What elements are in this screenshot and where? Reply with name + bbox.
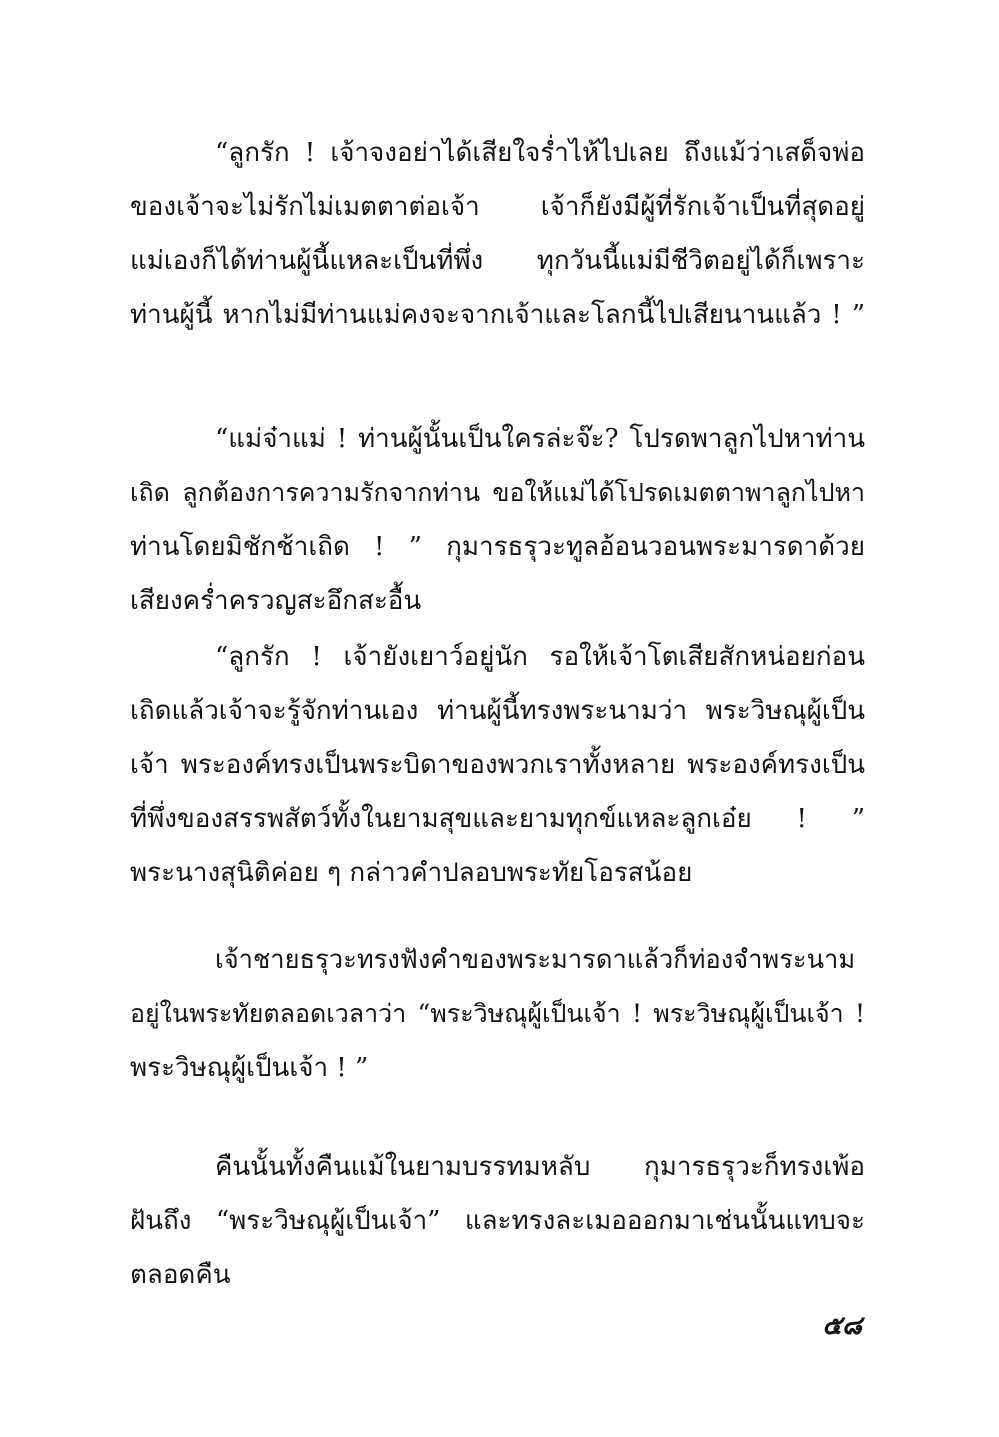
text-line: เจ้า พระองค์ทรงเป็นพระบิดาของพวกเราทั้งหลาย พระองค์ทรงเป็น bbox=[130, 750, 865, 780]
text-line: พระวิษณุผู้เป็นเจ้า ! ” bbox=[130, 1053, 369, 1083]
text-line: เจ้าชายธรุวะทรงฟังคำของพระมารดาแล้วก็ท่องจำพระนาม bbox=[215, 945, 856, 975]
text-line: เถิดแล้วเจ้าจะรู้จักท่านเอง ท่านผู้นี้ทรงพระนามว่า พระวิษณุผู้เป็น bbox=[130, 696, 865, 726]
text-line: อยู่ในพระทัยตลอดเวลาว่า “พระวิษณุผู้เป็นเจ้า ! พระวิษณุผู้เป็นเจ้า ! bbox=[130, 999, 865, 1028]
text-line: ตลอดคืน bbox=[130, 1260, 231, 1290]
text-line: เสียงคร่ำครวญสะอึกสะอื้น bbox=[130, 586, 422, 616]
page-number: ๕๘ bbox=[822, 1311, 862, 1341]
text-line: พระนางสุนิติค่อย ๆ กล่าวคำปลอบพระทัยโอรสน้อย bbox=[130, 858, 693, 888]
text-line: “แม่จ๋าแม่ ! ท่านผู้นั้นเป็นใครล่ะจ๊ะ? โปรดพาลูกไปหาท่าน bbox=[215, 424, 865, 454]
paragraph-2 bbox=[130, 412, 865, 628]
text-line: คืนนั้นทั้งคืนแม้ในยามบรรทมหลับ กุมารธรุวะก็ทรงเพ้อ bbox=[215, 1152, 865, 1182]
paragraph-1 bbox=[130, 126, 865, 342]
paragraph-5 bbox=[130, 1140, 865, 1302]
text-line: “ลูกรัก ! เจ้าจงอย่าได้เสียใจร่ำไห้ไปเลย ถึงแม้ว่าเสด็จพ่อ bbox=[215, 138, 865, 168]
paragraph-3 bbox=[130, 630, 865, 900]
text-line: ที่พึ่งของสรรพสัตว์ทั้งในยามสุขและยามทุกข์แหละลูกเอ๋ย ! ” bbox=[130, 804, 865, 834]
text-line: ท่านโดยมิชักช้าเถิด ! ” กุมารธรุวะทูลอ้อนวอนพระมารดาด้วย bbox=[130, 532, 865, 562]
text-line: เถิด ลูกต้องการความรักจากท่าน ขอให้แม่ได้โปรดเมตตาพาลูกไปหา bbox=[130, 478, 865, 507]
text-line: ฝันถึง “พระวิษณุผู้เป็นเจ้า” และทรงละเมอออกมาเช่นนั้นแทบจะ bbox=[130, 1206, 865, 1236]
text-line: ของเจ้าจะไม่รักไม่เมตตาต่อเจ้า เจ้าก็ยังมีผู้ที่รักเจ้าเป็นที่สุดอยู่ bbox=[130, 192, 865, 222]
text-line: ท่านผู้นี้ หากไม่มีท่านแม่คงจะจากเจ้าและโลกนี้ไปเสียนานแล้ว ! ” bbox=[130, 300, 865, 330]
text-line: แม่เองก็ได้ท่านผู้นี้แหละเป็นที่พึ่ง ทุกวันนี้แม่มีชีวิตอยู่ได้ก็เพราะ bbox=[130, 246, 865, 276]
text-line: “ลูกรัก ! เจ้ายังเยาว์อยู่นัก รอให้เจ้าโตเสียสักหน่อยก่อน bbox=[215, 642, 865, 672]
paragraph-4 bbox=[130, 933, 865, 1095]
